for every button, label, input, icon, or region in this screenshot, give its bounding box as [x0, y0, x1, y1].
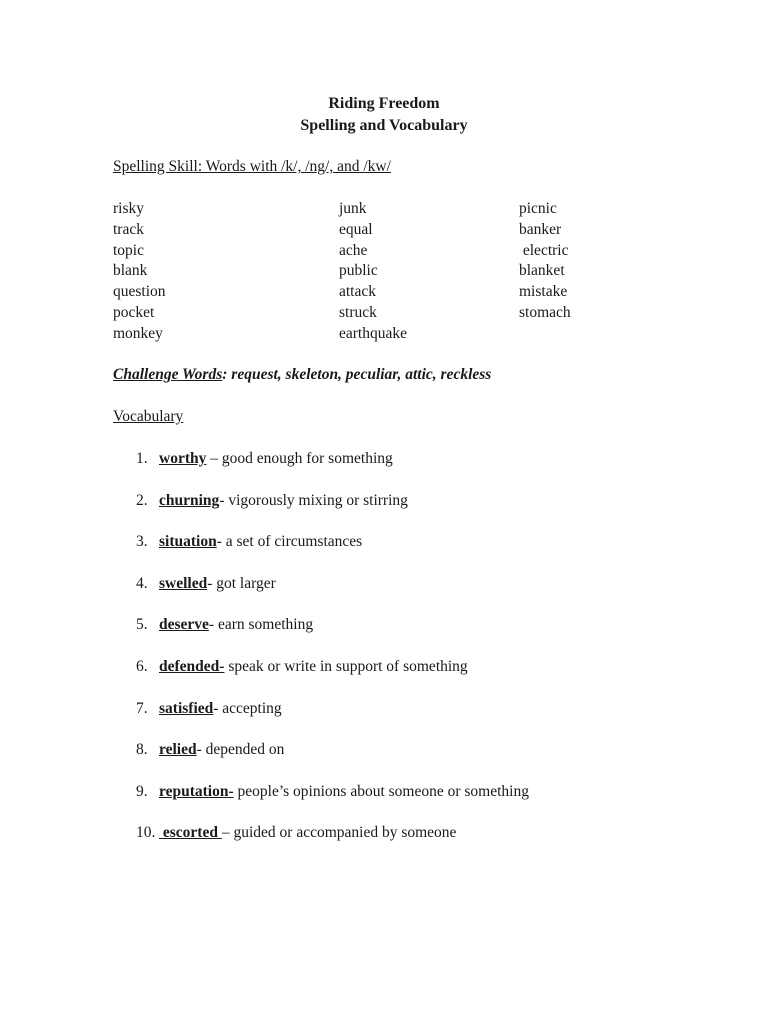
vocab-word: deserve	[159, 616, 209, 634]
spelling-word: earthquake	[339, 324, 407, 342]
vocab-word: reputation-	[159, 782, 234, 800]
vocab-number: 10.	[136, 824, 156, 842]
vocab-definition: speak or write in support of something	[224, 658, 468, 675]
spelling-word: picnic	[519, 200, 557, 217]
spelling-word: monkey	[113, 324, 163, 342]
vocab-definition: - vigorously mixing or stirring	[219, 491, 408, 509]
spelling-word: banker	[519, 220, 562, 238]
vocab-word: situation	[159, 533, 217, 551]
spelling-word: blank	[113, 262, 148, 280]
spelling-word: mistake	[519, 283, 568, 301]
vocab-number: 5.	[136, 616, 148, 634]
word-column-1	[113, 199, 166, 345]
vocab-number: 4.	[136, 574, 148, 592]
challenge-label: Challenge Words	[113, 366, 223, 383]
word-column-3	[519, 199, 571, 324]
vocab-definition: - depended on	[196, 741, 285, 759]
spelling-word: equal	[339, 220, 373, 238]
vocab-word: satisfied	[159, 699, 214, 717]
vocab-number: 9.	[136, 782, 148, 800]
vocab-number: 3.	[136, 533, 148, 551]
spelling-word: stomach	[519, 303, 571, 321]
vocab-number: 8.	[136, 741, 148, 759]
spelling-word: electric	[519, 241, 569, 259]
document-subtitle: Spelling and Vocabulary	[300, 117, 468, 134]
vocab-definition: - earn something	[208, 616, 314, 634]
spelling-word: junk	[339, 200, 367, 217]
challenge-list: : request, skeleton, peculiar, attic, reckless	[222, 366, 492, 383]
spelling-word: risky	[113, 200, 144, 217]
vocab-definition: people’s opinions about someone or something	[233, 782, 529, 800]
vocab-definition: - accepting	[213, 699, 282, 717]
vocab-word: defended-	[159, 658, 225, 675]
vocab-definition: - a set of circumstances	[216, 533, 363, 551]
vocab-definition: - got larger	[207, 574, 276, 592]
vocab-number: 1.	[136, 450, 148, 467]
spelling-word: attack	[339, 283, 377, 301]
spelling-word: pocket	[113, 303, 155, 321]
vocab-number: 2.	[136, 491, 148, 509]
spelling-word: struck	[339, 303, 377, 321]
spelling-word: public	[339, 262, 378, 280]
vocabulary-heading: Vocabulary	[113, 408, 184, 425]
vocab-definition: – good enough for something	[206, 450, 393, 467]
spelling-word: topic	[113, 241, 144, 259]
vocab-word: swelled	[159, 574, 208, 592]
spelling-word: ache	[339, 241, 368, 259]
vocab-word: escorted	[159, 824, 222, 842]
vocab-number: 7.	[136, 699, 148, 717]
spelling-skill-heading: Spelling Skill: Words with /k/, /ng/, and /kw/	[113, 158, 391, 175]
spelling-word: blanket	[519, 262, 565, 280]
word-column-2	[339, 199, 407, 345]
vocab-definition: – guided or accompanied by someone	[221, 824, 457, 842]
vocab-number: 6.	[136, 658, 148, 675]
spelling-word: question	[113, 283, 166, 301]
document-title: Riding Freedom	[328, 95, 440, 112]
vocab-word: relied	[159, 741, 197, 759]
spelling-word: track	[113, 220, 144, 238]
vocab-word: worthy	[159, 450, 207, 467]
vocab-word: churning	[159, 491, 220, 509]
challenge-words	[113, 366, 491, 384]
